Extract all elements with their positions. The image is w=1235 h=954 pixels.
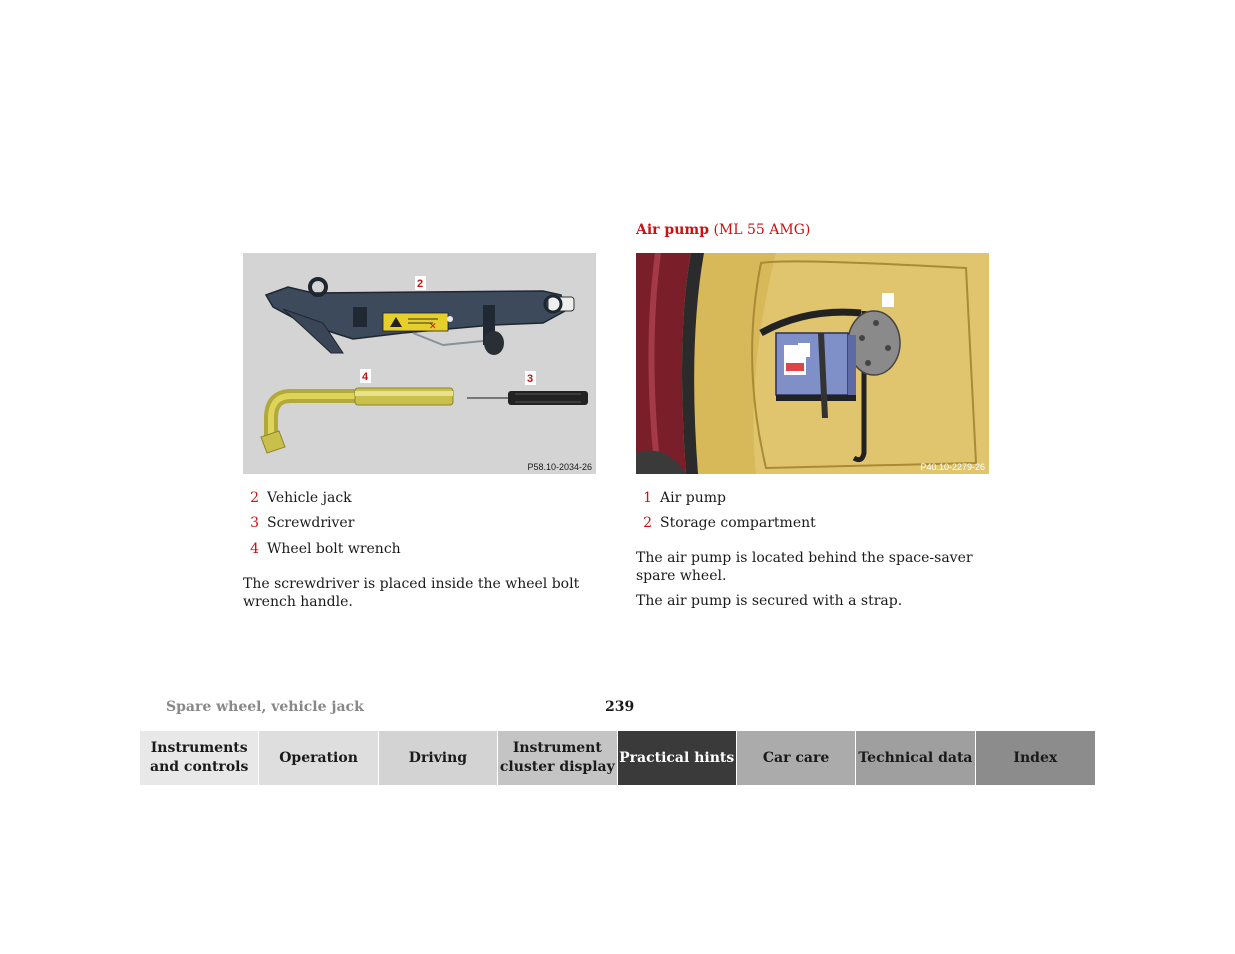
air-pump-drawing [636, 253, 989, 474]
legend-item [636, 515, 816, 532]
tab-car-care[interactable]: Car care [737, 731, 856, 785]
callout-4: 4 [362, 371, 369, 383]
tools-drawing [243, 253, 596, 474]
legend-number: 1 [643, 490, 652, 506]
legend-text: Air pump [660, 490, 726, 506]
legend-item [243, 515, 354, 532]
legend-text: Storage compartment [660, 515, 816, 531]
heading-bold: Air pump [636, 222, 710, 238]
chapter-navigation [140, 731, 1095, 785]
legend-text: Vehicle jack [267, 490, 352, 506]
tools-illustration [243, 253, 596, 474]
legend-number: 2 [643, 515, 652, 531]
legend-item [636, 490, 726, 507]
section-heading [636, 222, 810, 238]
vehicle-jack-graphic [266, 279, 574, 355]
legend-text: Wheel bolt wrench [267, 541, 401, 557]
tab-instrument-cluster-display[interactable]: Instrument cluster display [498, 731, 617, 785]
tab-index[interactable]: Index [976, 731, 1095, 785]
air-pump-strap-note: The air pump is secured with a strap. [636, 593, 903, 609]
tab-operation[interactable]: Operation [259, 731, 378, 785]
figure-code: P58.10-2034-26 [527, 462, 592, 472]
wheel-bolt-wrench-graphic [261, 388, 453, 453]
footer-section-title: Spare wheel, vehicle jack [166, 699, 364, 715]
tab-driving[interactable]: Driving [379, 731, 498, 785]
figure-code: P40.10-2279-26 [920, 462, 985, 472]
legend-number: 3 [250, 515, 259, 531]
legend-text: Screwdriver [267, 515, 355, 531]
callout-3: 3 [527, 373, 534, 385]
legend-item [243, 541, 401, 558]
callout-2: 2 [417, 278, 424, 290]
tab-technical-data[interactable]: Technical data [856, 731, 975, 785]
heading-suffix: (ML 55 AMG) [713, 222, 811, 238]
tab-practical-hints[interactable]: Practical hints [618, 731, 737, 785]
air-pump-location-note: The air pump is located behind the space-saver spare wheel. [636, 550, 973, 584]
air-pump-legend [636, 490, 996, 535]
tools-legend [243, 490, 603, 560]
legend-item [243, 490, 352, 507]
legend-number: 4 [250, 541, 259, 557]
svg-text:✕: ✕ [429, 321, 437, 331]
screwdriver-graphic [467, 391, 588, 405]
air-pump-illustration [636, 253, 989, 474]
tab-instruments-and-controls[interactable]: Instruments and controls [140, 731, 259, 785]
screwdriver-note: The screwdriver is placed inside the wheel bolt wrench handle. [243, 576, 580, 610]
legend-number: 2 [250, 490, 259, 506]
page-number: 239 [605, 699, 635, 715]
